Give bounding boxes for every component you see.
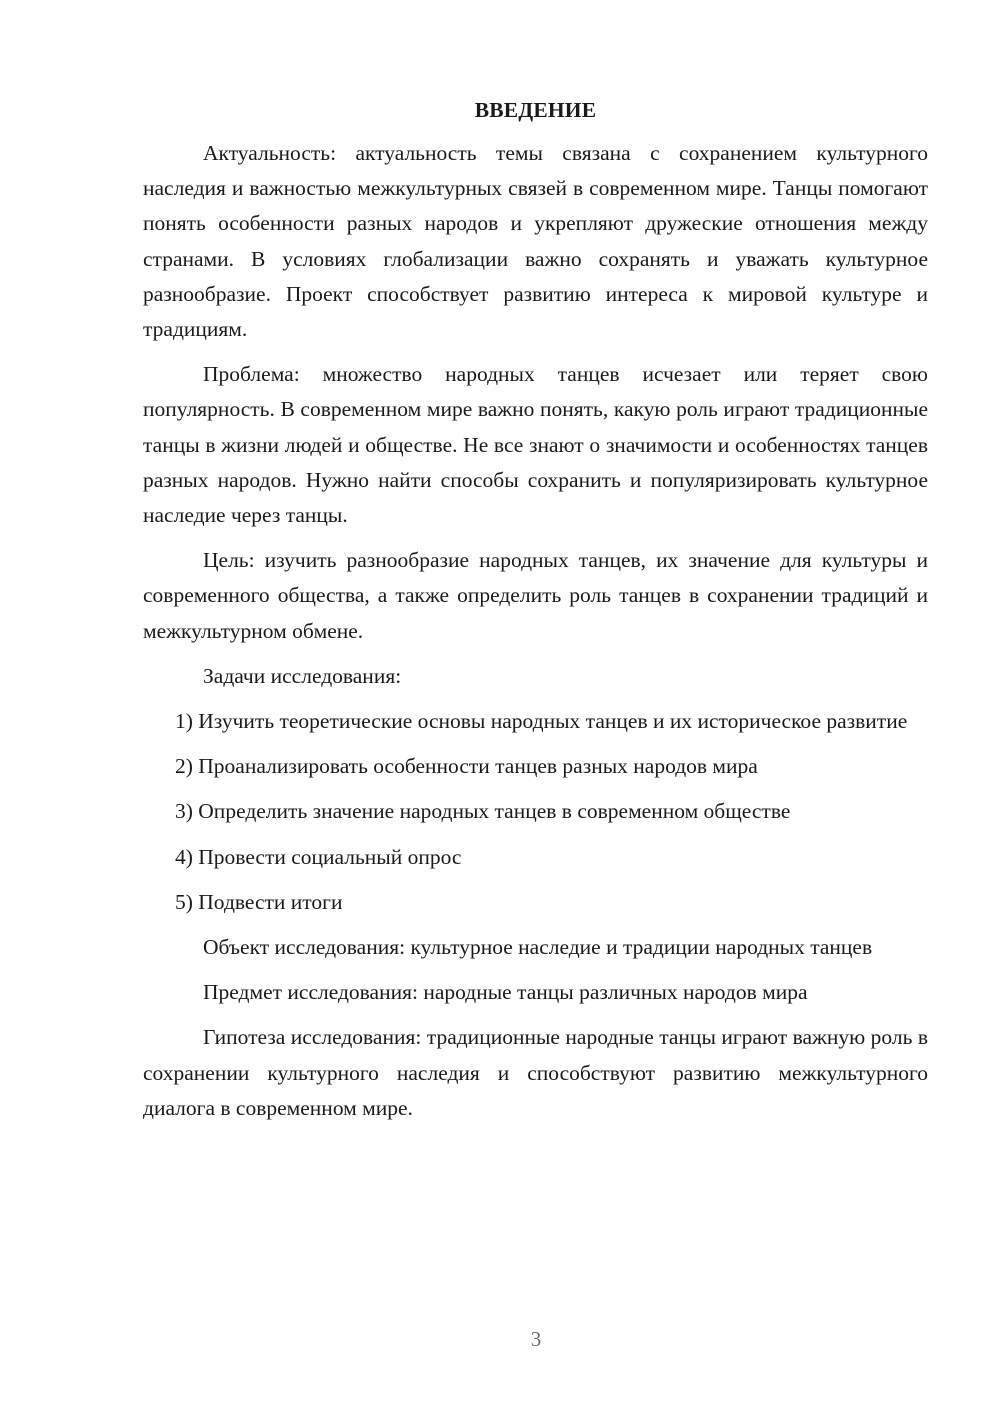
object-paragraph: Объект исследования: культурное наследие и традиции народных танцев — [203, 935, 873, 960]
list-item: 4) Провести социальный опрос — [175, 844, 462, 869]
list-item: 3) Определить значение народных танцев в современном обществе — [175, 799, 791, 824]
tasks-list — [143, 704, 928, 920]
document-page — [143, 92, 928, 1136]
page-number: 3 — [530, 1327, 542, 1351]
relevance-paragraph: Актуальность: актуальность темы связана с сохранением культурного наследия и важностью межкультурных связей в современном мире. Танцы помогают понять особенности разных народов и укрепляют дружеские отношения между странами. В условиях глобализации важно сохранять и уважать культурное разнообразие. Проект способствует развитию интереса к мировой культуре и традициям. — [143, 141, 928, 342]
hypothesis-paragraph: Гипотеза исследования: традиционные народные танцы играют важную роль в сохранении культурного наследия и способствуют развитию межкультурного диалога в современном мире. — [143, 1025, 928, 1120]
list-item: 2) Проанализировать особенности танцев разных народов мира — [175, 754, 758, 779]
list-item: 1) Изучить теоретические основы народных танцев и их историческое развитие — [175, 709, 908, 734]
subject-paragraph: Предмет исследования: народные танцы различных народов мира — [203, 980, 808, 1005]
section-heading: ВВЕДЕНИЕ — [474, 98, 597, 122]
goal-paragraph: Цель: изучить разнообразие народных танцев, их значение для культуры и современного общества, а также определить роль танцев в сохранении традиций и межкультурном обмене. — [143, 548, 928, 643]
tasks-heading: Задачи исследования: — [203, 663, 402, 688]
list-item: 5) Подвести итоги — [175, 889, 343, 914]
problem-paragraph: Проблема: множество народных танцев исчезает или теряет свою популярность. В современном мире важно понять, какую роль играют традиционные танцы в жизни людей и обществе. Не все знают о значимости и особенностях танцев разных народов. Нужно найти способы сохранить и популяризировать культурное наследие через танцы. — [143, 362, 928, 528]
